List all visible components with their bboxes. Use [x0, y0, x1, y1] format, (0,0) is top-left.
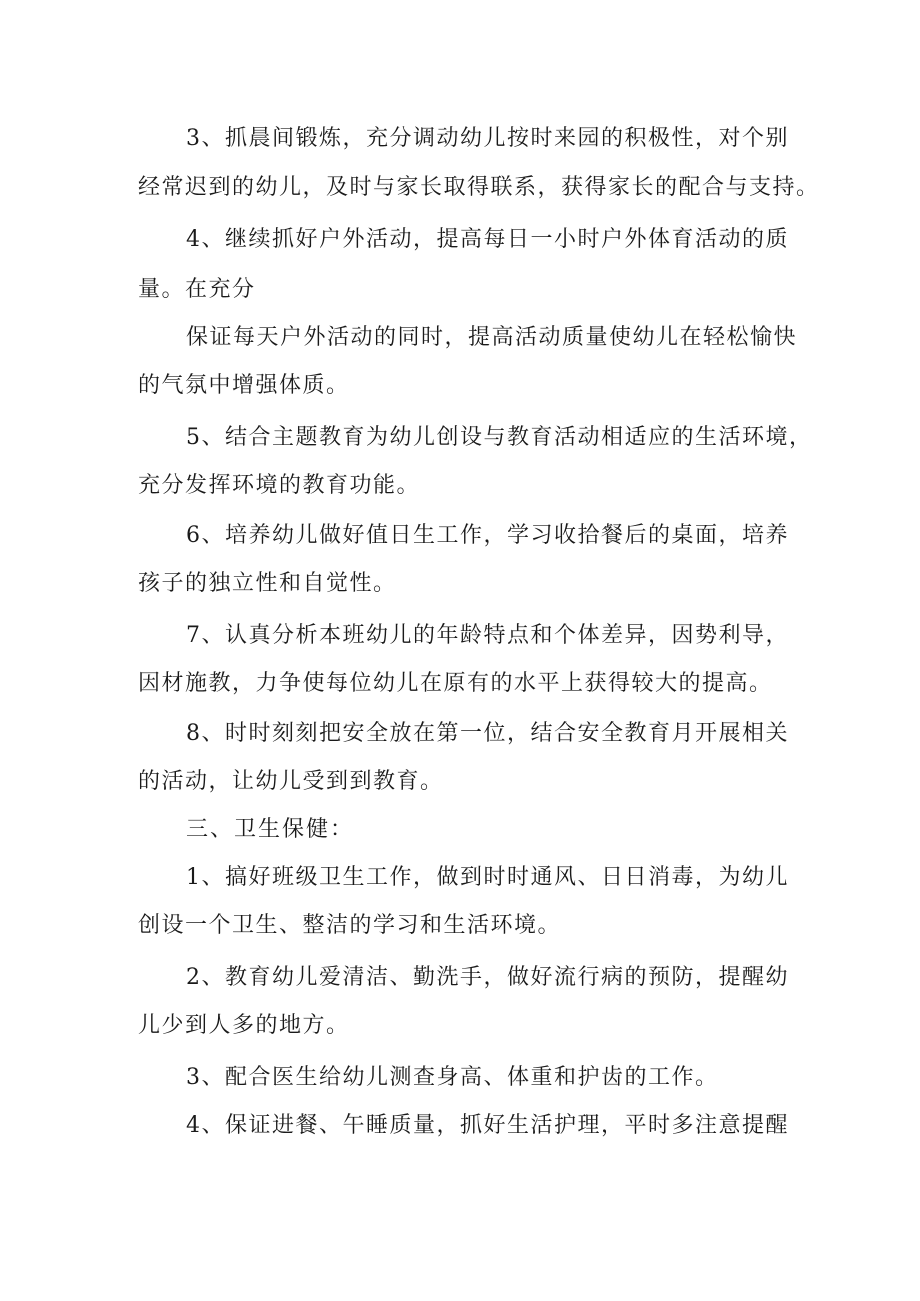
paragraph-line: 的气氛中增强体质。: [138, 373, 350, 398]
paragraph-line: 6、培养幼儿做好值日生工作，学习收拾餐后的桌面，培养: [186, 523, 789, 548]
paragraph-line: 孩子的独立性和自觉性。: [138, 571, 397, 596]
paragraph-line: 的活动，让幼儿受到到教育。: [138, 769, 444, 794]
paragraph-line: 经常迟到的幼儿，及时与家长取得联系，获得家长的配合与支持。: [138, 175, 820, 200]
paragraph-line: 保证每天户外活动的同时，提高活动质量使幼儿在轻松愉快: [186, 325, 798, 350]
paragraph-line: 2、教育幼儿爱清洁、勤洗手，做好流行病的预防，提醒幼: [186, 965, 789, 990]
paragraph-line: 3、抓晨间锻炼，充分调动幼儿按时来园的积极性，对个别: [186, 126, 789, 151]
paragraph-line: 充分发挥环境的教育功能。: [138, 473, 421, 498]
paragraph-line: 儿少到人多的地方。: [138, 1013, 350, 1038]
section-heading: 三、卫生保健：: [186, 817, 355, 842]
paragraph-line: 8、时时刻刻把安全放在第一位，结合安全教育月开展相关: [186, 721, 789, 746]
paragraph-line: 4、继续抓好户外活动，提高每日一小时户外体育活动的质: [186, 227, 789, 252]
paragraph-line: 量。在充分: [138, 277, 256, 302]
paragraph-line: 因材施教，力争使每位幼儿在原有的水平上获得较大的提高。: [138, 671, 773, 696]
paragraph-line: 7、认真分析本班幼儿的年龄特点和个体差异，因势利导，: [186, 623, 789, 648]
paragraph-line: 5、结合主题教育为幼儿创设与教育活动相适应的生活环境，: [186, 425, 813, 450]
paragraph-line: 4、保证进餐、午睡质量，抓好生活护理，平时多注意提醒: [186, 1113, 789, 1138]
paragraph-line: 创设一个卫生、整洁的学习和生活环境。: [138, 913, 562, 938]
paragraph-line: 3、配合医生给幼儿测查身高、体重和护齿的工作。: [186, 1065, 719, 1090]
paragraph-line: 1、搞好班级卫生工作，做到时时通风、日日消毒，为幼儿: [186, 865, 789, 890]
